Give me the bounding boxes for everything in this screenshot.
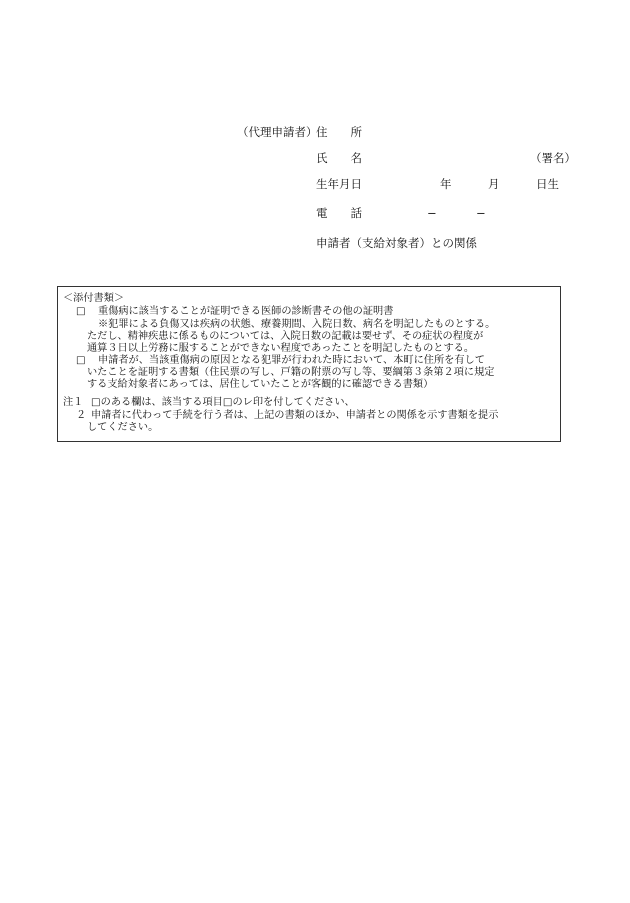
note1-text: □のある欄は、該当する項目□のレ印を付してください、 xyxy=(91,397,355,408)
item1-note-line3: 通算３日以上労務に服することができない程度であったことを明記したものとする。 xyxy=(87,343,475,354)
phone-separator-2: − xyxy=(476,206,486,220)
name-label: 氏 名 xyxy=(316,151,362,165)
birth-year-label: 年 xyxy=(440,177,452,191)
note2-label: ２ xyxy=(76,410,87,421)
signature-label: （署名） xyxy=(530,151,576,165)
item2-checkbox: □ xyxy=(76,355,86,366)
item2-line1: 申請者が、当該重傷病の原因となる犯罪が行われた時において、本町に住所を有して xyxy=(98,355,485,366)
item1-note-line1: ※犯罪による負傷又は疾病の状態、療養期間、入院日数、病名を明記したものとする。 xyxy=(98,319,496,330)
phone-separator-1: − xyxy=(427,206,437,220)
note1-label: 注１ xyxy=(63,397,84,408)
item1-title: 重傷病に該当することが証明できる医師の診断書その他の証明書 xyxy=(98,306,394,317)
birth-month-label: 月 xyxy=(488,177,500,191)
item2-line3: する支給対象者にあっては、居住していたことが客観的に確認できる書類） xyxy=(87,379,434,390)
birth-day-label: 日生 xyxy=(536,177,559,191)
relation-label: 申請者（支給対象者）との関係 xyxy=(316,236,477,250)
note2-line2: してください。 xyxy=(87,422,159,433)
item1-note-line2: ただし、精神疾患に係るものについては、入院日数の記載は要せず、その症状の程度が xyxy=(87,331,484,342)
birthdate-label: 生年月日 xyxy=(316,177,362,191)
address-label: 住 所 xyxy=(316,125,362,139)
attachments-heading: ＜添付書類＞ xyxy=(63,293,125,304)
phone-label: 電 話 xyxy=(316,206,362,220)
item1-checkbox: □ xyxy=(76,306,86,317)
proxy-applicant-label: （代理申請者） xyxy=(237,125,318,139)
note2-line1: 申請者に代わって手続を行う者は、上記の書類のほか、申請者との関係を示す書類を提示 xyxy=(91,410,499,421)
item2-line2: いたことを証明する書類（住民票の写し、戸籍の附票の写し等、要綱第３条第２項に規定 xyxy=(87,367,495,378)
attachments-box xyxy=(57,286,561,442)
